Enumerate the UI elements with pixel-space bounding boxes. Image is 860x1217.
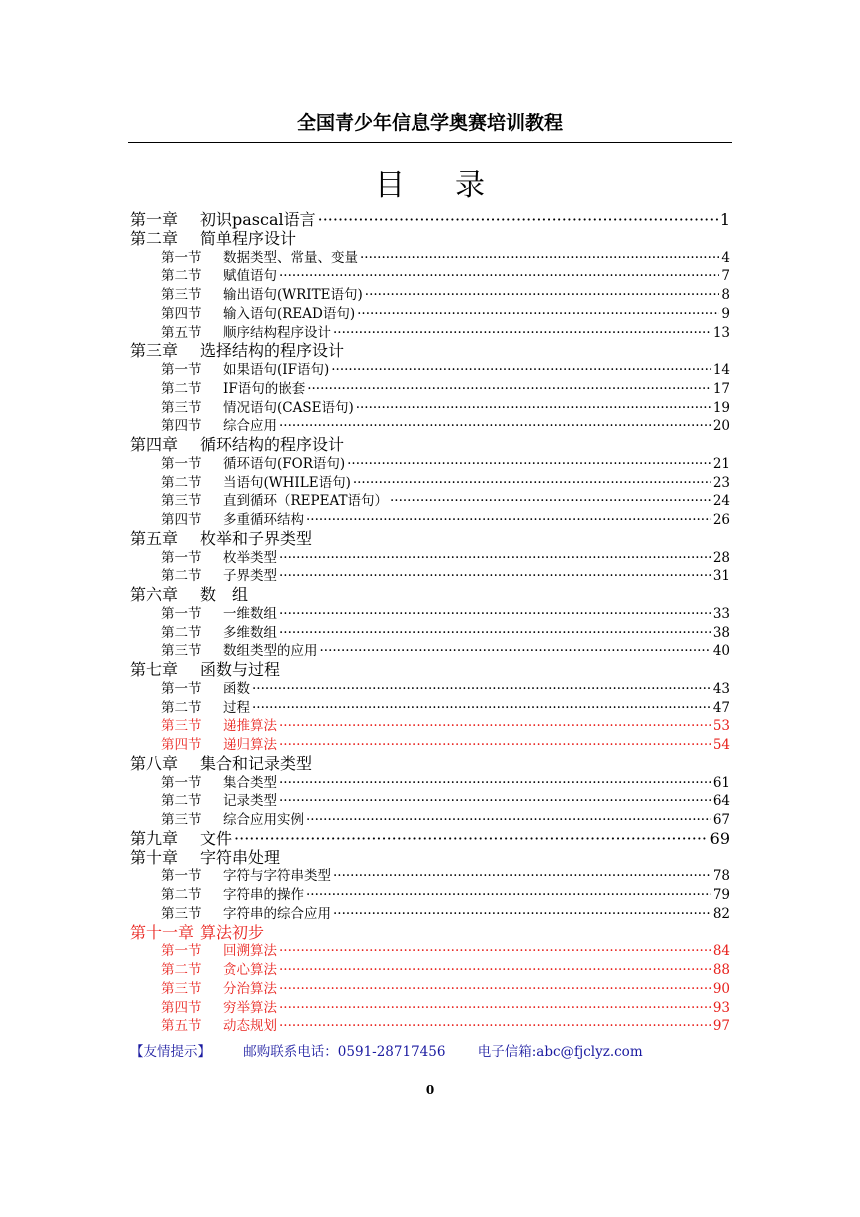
footer-note — [130, 1040, 671, 1060]
toc-dot-leader — [306, 886, 711, 905]
toc-section-entry[interactable] — [130, 774, 730, 793]
toc-dot-leader — [252, 680, 711, 699]
toc-entry-number: 第一节 — [161, 680, 202, 697]
toc-entry-title: 综合应用 — [223, 418, 277, 435]
toc-entry-number: 第一节 — [161, 249, 202, 266]
toc-entry-number: 第一节 — [161, 943, 202, 960]
toc-chapter-entry[interactable] — [130, 849, 730, 868]
toc-dot-leader — [279, 792, 711, 811]
toc-entry-title: 回溯算法 — [223, 943, 277, 960]
toc-page-number: 20 — [712, 418, 730, 435]
toc-page-number: 19 — [712, 399, 730, 416]
toc-section-entry[interactable] — [130, 492, 730, 511]
toc-entry-title: 动态规划 — [223, 1018, 277, 1035]
toc-dot-leader — [279, 980, 711, 999]
toc-dot-leader — [252, 699, 711, 718]
toc-entry-number: 第三章 — [130, 341, 179, 361]
toc-page-number: 24 — [712, 493, 730, 510]
toc-section-entry[interactable] — [130, 549, 730, 568]
toc-page-number: 93 — [712, 999, 730, 1016]
toc-entry-title: 简单程序设计 — [200, 228, 297, 248]
toc-page-number: 69 — [709, 828, 730, 848]
toc-page-number: 1 — [719, 210, 730, 229]
toc-dot-leader — [279, 717, 711, 736]
toc-entry-title: 函数 — [223, 680, 250, 697]
toc-entry-title: 字符串的综合应用 — [223, 905, 331, 922]
toc-entry-title: 数 组 — [200, 585, 249, 604]
toc-entry-number: 第四节 — [161, 512, 202, 528]
toc-entry-title: 枚举类型 — [223, 549, 277, 566]
toc-page-number: 54 — [712, 737, 730, 753]
toc-dot-leader — [333, 867, 711, 886]
toc-dot-leader — [279, 417, 711, 436]
toc-dot-leader — [353, 474, 711, 493]
toc-entry-title: 综合应用实例 — [223, 812, 304, 828]
toc-section-entry[interactable] — [130, 886, 730, 905]
toc-entry-number: 第二节 — [161, 474, 202, 491]
toc-dot-leader — [279, 1017, 711, 1036]
toc-entry-number: 第一章 — [130, 210, 179, 229]
toc-entry-title: 字符串处理 — [200, 847, 281, 867]
toc-entry-title: 直到循环（REPEAT语句） — [223, 493, 388, 510]
toc-entry-title: 函数与过程 — [200, 660, 281, 679]
toc-page-number: 88 — [712, 962, 730, 978]
toc-section-entry[interactable] — [130, 305, 730, 324]
toc-entry-number: 第一节 — [161, 868, 202, 885]
toc-entry-title: 循环结构的程序设计 — [200, 435, 345, 454]
toc-chapter-entry[interactable] — [130, 211, 730, 230]
toc-entry-number: 第七章 — [130, 660, 179, 679]
toc-page-number: 4 — [721, 249, 730, 266]
toc-page-number: 38 — [712, 624, 730, 641]
toc-dot-leader — [279, 605, 711, 624]
toc-dot-leader — [390, 492, 711, 511]
toc-page-number: 40 — [712, 643, 730, 660]
toc-chapter-entry[interactable] — [130, 342, 730, 361]
page-number: 0 — [425, 1083, 435, 1097]
toc-page-number: 23 — [712, 474, 730, 491]
toc-dot-leader — [279, 961, 711, 980]
toc-entry-title: 情况语句(CASE语句) — [223, 399, 354, 416]
toc-section-entry[interactable] — [130, 811, 730, 830]
toc-section-entry[interactable] — [130, 267, 730, 286]
toc-page-number: 82 — [712, 905, 730, 922]
toc-section-entry[interactable] — [130, 867, 730, 886]
toc-entry-title: 输出语句(WRITE语句) — [223, 287, 363, 303]
toc-entry-number: 第三节 — [161, 643, 202, 660]
toc-chapter-entry[interactable] — [130, 924, 730, 943]
toc-entry-number: 第三节 — [161, 493, 202, 510]
toc-page-number: 9 — [721, 305, 730, 322]
toc-entry-title: 分治算法 — [223, 980, 277, 997]
footer-phone: 邮购联系电话：0591-28717456 — [243, 1044, 446, 1060]
toc-page-number: 14 — [712, 362, 730, 378]
toc-entry-title: 文件 — [200, 828, 233, 848]
toc-page-number: 79 — [712, 887, 730, 903]
toc-dot-leader — [234, 830, 708, 849]
toc-entry-title: 贪心算法 — [223, 962, 277, 978]
toc-dot-leader — [306, 811, 711, 830]
toc-section-entry[interactable] — [130, 417, 730, 436]
toc-dot-leader — [320, 642, 711, 661]
toc-dot-leader — [365, 286, 720, 305]
toc-entry-title: 递归算法 — [223, 737, 277, 753]
toc-section-entry[interactable] — [130, 474, 730, 493]
toc-section-entry[interactable] — [130, 999, 730, 1018]
toc-section-entry[interactable] — [130, 605, 730, 624]
toc-dot-leader — [279, 267, 719, 286]
toc-entry-number: 第六章 — [130, 585, 179, 604]
toc-section-entry[interactable] — [130, 399, 730, 418]
toc-page-number: 21 — [712, 455, 730, 472]
toc-entry-number: 第五章 — [130, 528, 179, 548]
toc-chapter-entry[interactable] — [130, 661, 730, 680]
toc-entry-title: IF语句的嵌套 — [223, 380, 306, 397]
toc-section-entry[interactable] — [130, 567, 730, 586]
toc-title: 目录 — [375, 168, 535, 203]
toc-entry-title: 赋值语句 — [223, 268, 277, 285]
toc-dot-leader — [279, 549, 711, 568]
toc-entry-number: 第二节 — [161, 624, 202, 641]
toc-entry-number: 第二节 — [161, 793, 202, 810]
toc-entry-title: 多维数组 — [223, 624, 277, 641]
toc-entry-title: 集合类型 — [223, 774, 277, 791]
toc-page-number: 26 — [712, 512, 730, 528]
toc-entry-number: 第二节 — [161, 568, 202, 585]
toc-page-number: 8 — [721, 287, 730, 303]
toc-entry-number: 第三节 — [161, 812, 202, 828]
toc-section-entry[interactable] — [130, 511, 730, 530]
toc-dot-leader — [307, 380, 711, 399]
toc-dot-leader — [318, 211, 718, 230]
toc-entry-number: 第二节 — [161, 962, 202, 978]
page-header-title: 全国青少年信息学奥赛培训教程 — [296, 112, 563, 134]
toc-entry-title: 集合和记录类型 — [200, 753, 313, 773]
toc-page-number: 97 — [712, 1018, 730, 1035]
toc-page-number: 90 — [712, 980, 730, 997]
toc-dot-leader — [360, 249, 719, 268]
toc-entry-number: 第二节 — [161, 380, 202, 397]
toc-entry-title: 穷举算法 — [223, 999, 277, 1016]
toc-entry-number: 第一节 — [161, 455, 202, 472]
header-rule — [128, 142, 732, 143]
toc-entry-number: 第二节 — [161, 268, 202, 285]
toc-entry-number: 第一节 — [161, 549, 202, 566]
toc-entry-number: 第九章 — [130, 828, 179, 848]
toc-entry-title: 循环语句(FOR语句) — [223, 455, 346, 472]
toc-chapter-entry[interactable] — [130, 586, 730, 605]
toc-dot-leader — [331, 361, 711, 380]
toc-entry-number: 第一节 — [161, 774, 202, 791]
toc-section-entry[interactable] — [130, 642, 730, 661]
toc-dot-leader — [279, 774, 711, 793]
toc-dot-leader — [279, 942, 711, 961]
toc-entry-title: 选择结构的程序设计 — [200, 341, 345, 361]
toc-section-entry[interactable] — [130, 324, 730, 343]
toc-page-number: 17 — [712, 380, 730, 397]
toc-entry-number: 第一节 — [161, 362, 202, 378]
toc-section-entry[interactable] — [130, 361, 730, 380]
toc-entry-title: 递推算法 — [223, 718, 277, 735]
toc-section-entry[interactable] — [130, 961, 730, 980]
toc-entry-title: 记录类型 — [223, 793, 277, 810]
toc-page-number: 31 — [712, 568, 730, 585]
toc-section-entry[interactable] — [130, 1017, 730, 1036]
toc-entry-title: 初识pascal语言 — [200, 210, 316, 229]
toc-chapter-entry[interactable] — [130, 530, 730, 549]
toc-dot-leader — [347, 455, 711, 474]
toc-page-number: 84 — [712, 943, 730, 960]
toc-section-entry[interactable] — [130, 792, 730, 811]
toc-section-entry[interactable] — [130, 624, 730, 643]
toc-chapter-entry[interactable] — [130, 230, 730, 249]
toc-section-entry[interactable] — [130, 905, 730, 924]
toc-entry-number: 第四节 — [161, 418, 202, 435]
toc-page-number: 47 — [712, 699, 730, 716]
toc-entry-title: 多重循环结构 — [223, 512, 304, 528]
toc-page-number: 67 — [712, 812, 730, 828]
toc-entry-number: 第五节 — [161, 324, 202, 341]
toc-entry-number: 第四节 — [161, 305, 202, 322]
toc-page-number: 43 — [712, 680, 730, 697]
toc-dot-leader — [333, 324, 711, 343]
toc-entry-number: 第四节 — [161, 999, 202, 1016]
toc-entry-title: 数组类型的应用 — [223, 643, 318, 660]
toc-entry-number: 第三节 — [161, 980, 202, 997]
toc-dot-leader — [333, 905, 711, 924]
toc-entry-number: 第二章 — [130, 228, 179, 248]
toc-entry-number: 第五节 — [161, 1018, 202, 1035]
toc-chapter-entry[interactable] — [130, 830, 730, 849]
toc-dot-leader — [306, 511, 711, 530]
toc-entry-title: 一维数组 — [223, 605, 277, 622]
toc-page-number: 28 — [712, 549, 730, 566]
toc-section-entry[interactable] — [130, 249, 730, 268]
toc-dot-leader — [279, 567, 711, 586]
toc-entry-number: 第二节 — [161, 887, 202, 903]
toc-page-number: 7 — [721, 268, 730, 285]
toc-section-entry[interactable] — [130, 942, 730, 961]
toc-section-entry[interactable] — [130, 980, 730, 999]
toc-chapter-entry[interactable] — [130, 755, 730, 774]
toc-entry-number: 第四节 — [161, 737, 202, 753]
toc-section-entry[interactable] — [130, 455, 730, 474]
toc-entry-number: 第一节 — [161, 605, 202, 622]
toc-page-number: 13 — [712, 324, 730, 341]
toc-entry-title: 当语句(WHILE语句) — [223, 474, 351, 491]
table-of-contents — [130, 211, 730, 1036]
toc-entry-number: 第三节 — [161, 399, 202, 416]
toc-section-entry[interactable] — [130, 286, 730, 305]
toc-dot-leader — [279, 999, 711, 1018]
toc-entry-title: 数据类型、常量、变量 — [223, 249, 358, 266]
toc-page-number: 64 — [712, 793, 730, 810]
toc-dot-leader — [357, 305, 719, 324]
toc-entry-title: 顺序结构程序设计 — [223, 324, 331, 341]
toc-entry-number: 第三节 — [161, 718, 202, 735]
toc-section-entry[interactable] — [130, 380, 730, 399]
toc-entry-title: 输入语句(READ语句) — [223, 305, 356, 322]
toc-entry-number: 第三节 — [161, 287, 202, 303]
toc-dot-leader — [279, 624, 711, 643]
toc-entry-title: 子界类型 — [223, 568, 277, 585]
footer-email: 电子信箱:abc@fjclyz.com — [477, 1044, 643, 1060]
toc-entry-title: 算法初步 — [200, 922, 265, 942]
toc-entry-title: 字符串的操作 — [223, 887, 304, 903]
toc-page-number: 61 — [712, 774, 730, 791]
toc-entry-title: 字符与字符串类型 — [223, 868, 331, 885]
toc-entry-number: 第十一章 — [130, 922, 195, 942]
footer-tip: 【友情提示】 — [130, 1044, 211, 1060]
toc-entry-number: 第十章 — [130, 847, 179, 867]
toc-section-entry[interactable] — [130, 680, 730, 699]
toc-chapter-entry[interactable] — [130, 436, 730, 455]
toc-section-entry[interactable] — [130, 699, 730, 718]
toc-dot-leader — [356, 399, 711, 418]
toc-entry-title: 过程 — [223, 699, 250, 716]
toc-entry-title: 如果语句(IF语句) — [223, 362, 330, 378]
toc-page-number: 53 — [712, 718, 730, 735]
toc-section-entry[interactable] — [130, 717, 730, 736]
toc-page-number: 33 — [712, 605, 730, 622]
toc-entry-title: 枚举和子界类型 — [200, 528, 313, 548]
toc-entry-number: 第三节 — [161, 905, 202, 922]
toc-entry-number: 第二节 — [161, 699, 202, 716]
toc-page-number: 78 — [712, 868, 730, 885]
toc-section-entry[interactable] — [130, 736, 730, 755]
toc-entry-number: 第四章 — [130, 435, 179, 454]
toc-dot-leader — [279, 736, 711, 755]
toc-entry-number: 第八章 — [130, 753, 179, 773]
